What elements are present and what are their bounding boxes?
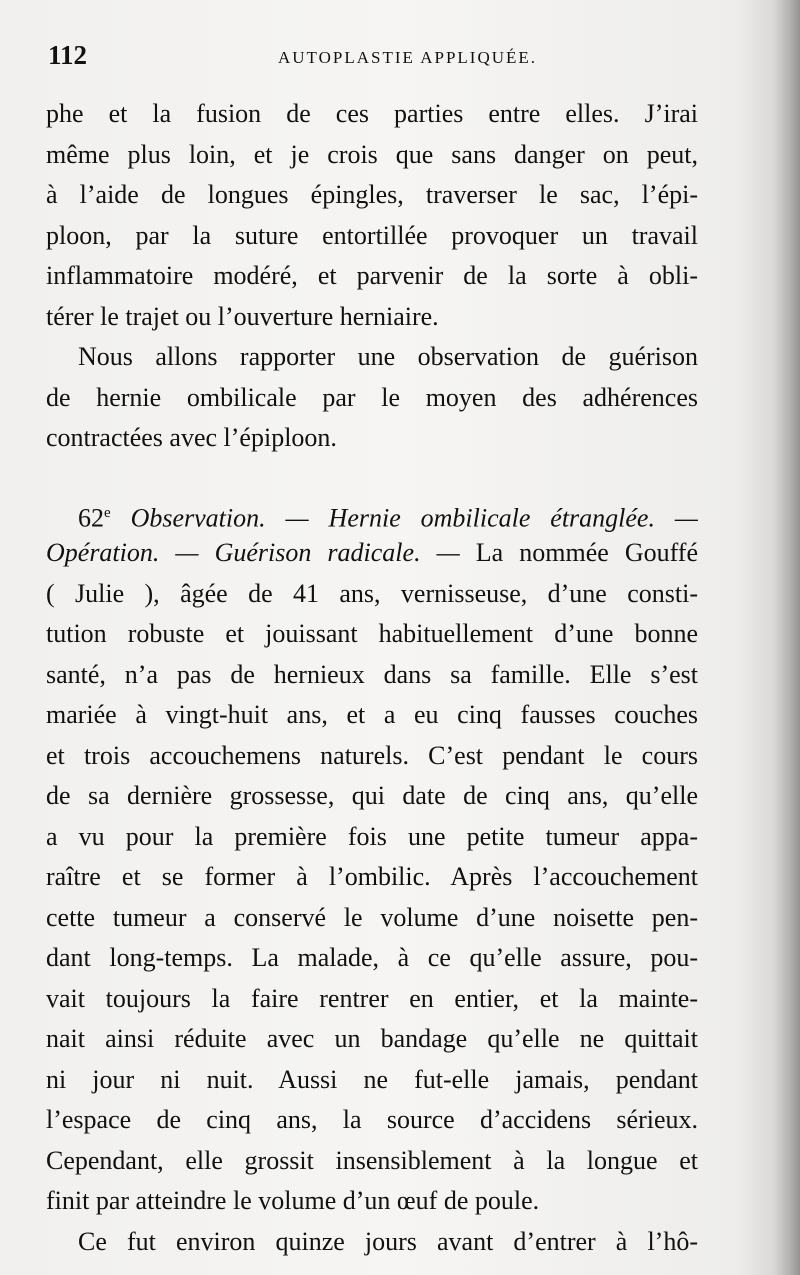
page-edge-shadow [772,0,800,1275]
text-line: même plus loin, et je crois que sans danger on peut, [46,139,698,169]
text-line: santé, n’a pas de hernieux dans sa famille. Elle s’est [46,659,698,689]
page-number: 112 [48,40,88,70]
observation-heading-line [46,493,698,534]
observation-paragraph [46,493,698,1222]
text-line: à l’aide de longues épingles, traverser le sac, l’épi- [46,180,698,209]
observation-subheading-line [46,533,698,574]
text-line: nait ainsi réduite avec un bandage qu’elle ne quittait [46,1024,698,1053]
text-line: dant long-temps. La malade, à ce qu’elle assure, pou- [46,943,698,972]
paragraph [46,94,698,337]
text-line: l’espace de cinq ans, la source d’accidens sérieux. [46,1105,698,1134]
text-line: mariée à vingt-huit ans, et a eu cinq fausses couches [46,700,698,729]
text-line: raître et se former à l’ombilic. Après l’accouchement [46,862,698,891]
text-line: Ce fut environ quinze jours avant d’entrer à l’hô- [78,1226,698,1256]
text-line: contractées avec l’épiploon. [46,423,337,452]
text-line: cette tumeur a conservé le volume d’une noisette pen- [46,902,698,932]
text-line: térer le trajet ou l’ouverture herniaire. [46,301,439,331]
observation-subtitle: Opération. — Guérison radicale. — [46,538,460,567]
paragraph [46,1222,698,1263]
text-line: et trois accouchemens naturels. C’est pendant le cours [46,740,698,770]
text-line: ( Julie ), âgée de 41 ans, vernisseuse, d’une consti- [46,578,698,608]
paragraph [46,337,698,459]
page-header [48,40,698,76]
running-head: AUTOPLASTIE APPLIQUÉE. [278,48,538,67]
observation-number-superscript: e [104,504,111,521]
text-line: tution robuste et jouissant habituellement d’une bonne [46,619,698,648]
text-line: de hernie ombilicale par le moyen des adhérences [46,382,698,412]
section-gap [46,459,698,493]
text-line: Nous allons rapporter une observation de guérison [78,342,698,371]
text-line: de sa dernière grossesse, qui date de cinq ans, qu’elle [46,781,698,810]
text-line: finit par atteindre le volume d’un œuf de poule. [46,1186,540,1215]
text-line: ni jour ni nuit. Aussi ne fut-elle jamais, pendant [46,1064,698,1094]
observation-number: 62 [78,503,104,533]
text-line: a vu pour la première fois une petite tumeur appa- [46,821,698,851]
text-line: inflammatoire modéré, et parvenir de la sorte à obli- [46,261,698,290]
text-line: Cependant, elle grossit insensiblement à la longue et [46,1145,698,1175]
text-line: phe et la fusion de ces parties entre elles. J’irai [46,99,698,128]
observation-text-start: La nommée Gouffé [475,538,698,567]
body-text [46,94,698,1262]
text-line: ploon, par la suture entortillée provoquer un travail [46,220,698,250]
text-line: vait toujours la faire rentrer en entier, et la mainte- [46,983,698,1013]
observation-title: Observation. — Hernie ombilicale étranglée. — [130,503,698,533]
